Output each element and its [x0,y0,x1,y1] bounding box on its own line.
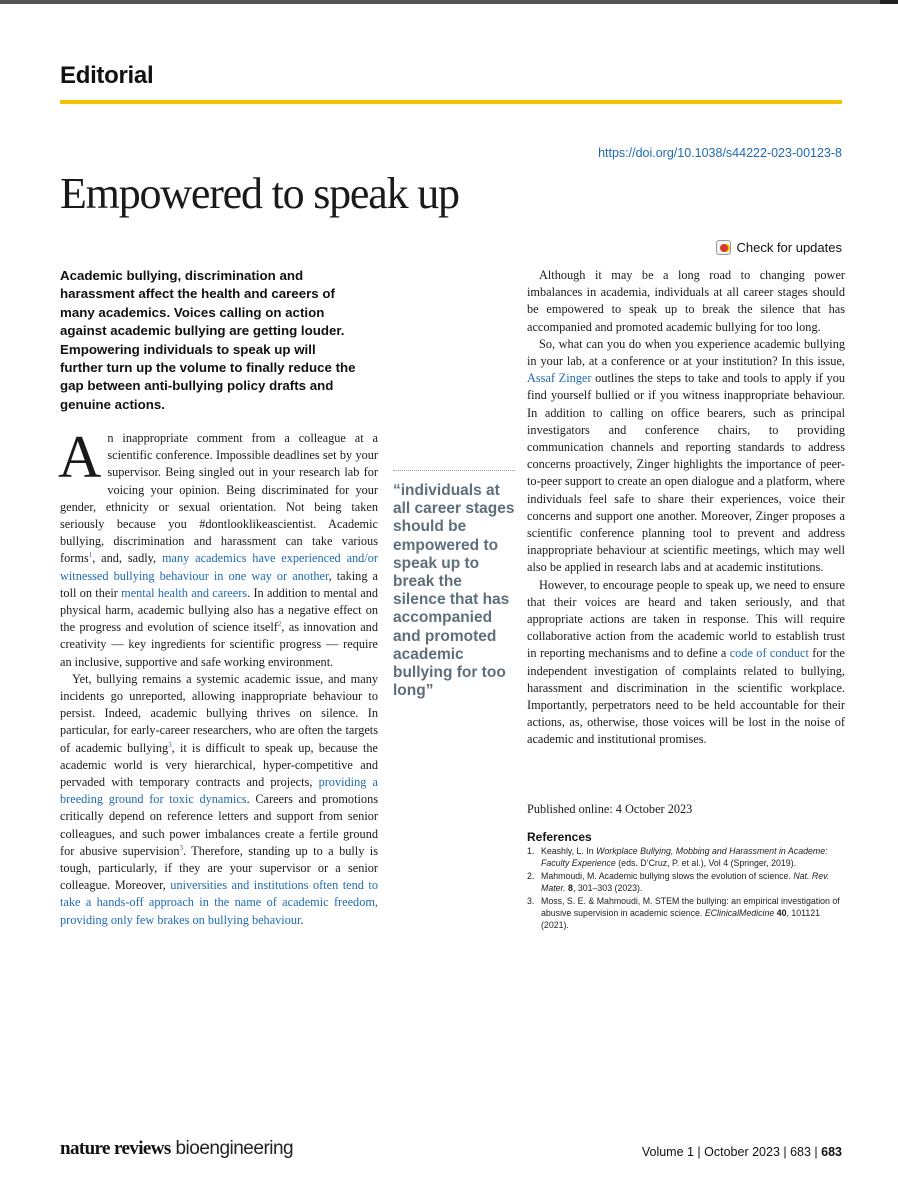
reference-marker[interactable]: 3 [168,740,172,749]
paragraph: However, to encourage people to speak up, we need to ensure that their voices are heard and taken seriously, and that appropriate actions are taken in response. This will require collaborative action from the academic world to establish trust in reporting mechanisms and to define a code of conduct for the independent investigation of complaints related to bullying, harassment and discrimination in the scientific workplace. Importantly, perpetrators need to be held accountable for their actions, as, otherwise, those voices will be lost in the noise of academic and institutional promises. [527,577,846,747]
volume-info: Volume 1 | October 2023 | 683 | 683 [641,1145,842,1159]
reference-marker[interactable]: 3 [179,843,183,852]
reference-marker[interactable]: 1 [88,551,93,560]
references-heading: References [527,830,592,844]
reference-item: 1. Keashly, L. In Workplace Bullying, Mobbing and Harassment in Academe: Faculty Experience (eds. D’Cruz, P. et al.), Vol 4 (Springer, 2019). [527,846,828,868]
pull-quote: “individuals at all career stages should be empowered to speak up to break the silence that has accompanied and promoted academic bullying for too long” [393,482,515,700]
reference-item: 2. Mahmoudi, M. Academic bullying slows the evolution of science. Nat. Rev. Mater. 8, 301–303 (2023). [527,871,830,893]
crossmark-icon [716,240,731,255]
reference-marker[interactable]: 2 [277,620,282,629]
paragraph: Yet, bullying remains a systemic academic issue, and many incidents go unreported, allowing inappropriate behaviour to persist. Indeed, academic bullying thrives on silence. In particular, for early-career researchers, who are often the targets of academic bullying$^3$, it is difficult to speak up, because the academic world is very hierarchical, hyper-competitive and pervaded with temporary contracts and projects, providing a breeding ground for toxic dynamics. Careers and promotions critically depend on reference letters and support from senior colleagues, and such power imbalances create a fertile ground for abusive supervision$^3$. Therefore, standing up to a bully is tough, particularly, if they are your supervisor or a senior colleague. Moreover, universities and institutions often tend to take a hands-off approach in the name of academic freedom, providing only few brakes on bullying behaviour. [60,671,378,927]
page-number: 683 [821,1145,842,1159]
paragraph: An inappropriate comment from a colleague at a scientific conference. Impossible deadlines set by your supervisor. Being singled out in your research lab for voicing your opinion. Being discriminated for your gender, ethnicity or sexual orientation. Not being taken seriously because you #dontlooklikeascientist. Academic bullying, discrimination and harassment can take various forms$^1$, and, sadly, many academics have experienced and/or witnessed bullying behaviour in one way or another, taking a toll on their mental health and careers. In addition to mental and physical harm, academic bullying also has a negative effect on the progress and evolution of science itself$^2$, as innovation and creativity — key ingredients for scientific progress — require an inclusive, supportive and safe working environment. [58,424,379,669]
link-academics-bullying-survey[interactable]: many academics have experienced and/or witnessed bullying behaviour in one way or another [60,551,378,583]
references-list [527,846,845,933]
check-for-updates-label: Check for updates [736,240,842,255]
link-code-of-conduct[interactable]: code of conduct [729,646,809,661]
section-rule [60,100,842,104]
article-title: Empowered to speak up [60,169,459,218]
body-column-left [58,424,379,929]
section-label: Editorial [60,62,154,89]
published-date: Published online: 4 October 2023 [527,802,693,816]
doi-link[interactable]: https://doi.org/10.1038/s44222-023-00123-8 [598,146,842,160]
link-mental-health-careers[interactable]: mental health and careers [121,585,248,600]
body-column-right [527,267,845,749]
link-assaf-zinger[interactable]: Assaf Zinger [527,371,592,386]
top-border [0,0,898,4]
link-hands-off-approach[interactable]: universities and institutions often tend to take a hands-off approach in the name of academic freedom, providing only few brakes on bullying behaviour [60,878,378,927]
paragraph: Although it may be a long road to changing power imbalances in academia, individuals at all career stages should be empowered to speak up to break the silence that has accompanied and promoted academic bullying for too long. [527,268,845,334]
check-for-updates-button[interactable] [716,240,842,255]
reference-item: 3. Moss, S. E. & Mahmoudi, M. STEM the bullying: an empirical investigation of abusive supervision in academic science. EClinicalMedicine 40, 101121 (2021). [527,896,840,930]
standfirst: Academic bullying, discrimination and harassment affect the health and careers of many academics. Voices calling on action against academic bullying are getting louder. Empowering individuals to speak up will further turn up the volume to finally reduce the gap between anti-bullying policy drafts and genuine actions. [60,268,356,412]
paragraph: So, what can you do when you experience academic bullying in your lab, at a conference or at your institution? In this issue, Assaf Zinger outlines the steps to take and tools to apply if you find yourself bullied or if you witness inappropriate behaviour. In addition to calling on office bearers, such as principal investigators and conference chairs, to providing communication channels and reporting standards to address concerns proactively, Zinger highlights the importance of peer-to-peer support to create an open dialogue and a platform, where individuals feel safe to share their experiences, voice their concerns and support one another. Moreover, Zinger proposes a scientific conference planning tool to prevent and address inappropriate behaviour at scientific meetings, which may well also be applied in research labs and at academic institutions. [527,336,846,575]
link-toxic-dynamics[interactable]: providing a breeding ground for toxic dynamics [60,775,378,807]
pullquote-rule-top [393,470,515,471]
journal-logo: nature reviews bioengineering [60,1138,294,1159]
drop-cap: A [58,424,102,490]
top-border-shade [880,0,898,4]
